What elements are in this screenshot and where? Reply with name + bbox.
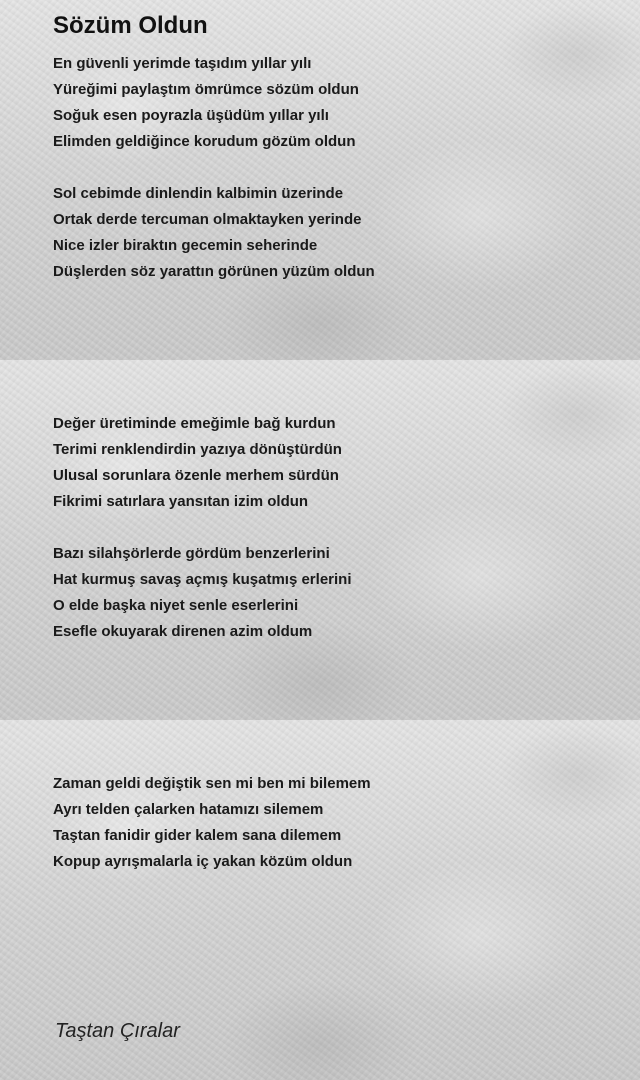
poem-line: Düşlerden söz yarattın görünen yüzüm oldun [53, 263, 375, 280]
stanza-3 [53, 411, 342, 515]
poem-line: Ayrı telden çalarken hatamızı silemem [53, 801, 324, 818]
poem-line: Soğuk esen poyrazla üşüdüm yıllar yılı [53, 107, 329, 124]
poem-card-1 [0, 0, 640, 360]
stanza-1 [53, 51, 359, 155]
poem-card-3 [0, 720, 640, 1080]
poem-line: Sol cebimde dinlendin kalbimin üzerinde [53, 185, 344, 202]
poem-author: Taştan Çıralar [55, 1020, 180, 1042]
stanza-4 [53, 541, 352, 645]
poem-line: O elde başka niyet senle eserlerini [53, 597, 299, 614]
poem-line: Nice izler biraktın gecemin seherinde [53, 237, 318, 254]
stanza-2 [53, 181, 375, 285]
poem-line: Değer üretiminde emeğimle bağ kurdun [53, 415, 336, 432]
poem-line: Taştan fanidir gider kalem sana dilemem [53, 827, 342, 844]
poem-line: Yüreğimi paylaştım ömrümce sözüm oldun [53, 81, 359, 98]
poem-line: Kopup ayrışmalarla iç yakan közüm oldun [53, 853, 353, 870]
stanza-5 [53, 771, 371, 875]
poem-line: Hat kurmuş savaş açmış kuşatmış erlerini [53, 571, 352, 588]
poem-line: Ortak derde tercuman olmaktayken yerinde [53, 211, 362, 228]
poem-card-2 [0, 360, 640, 720]
poem-line: Esefle okuyarak direnen azim oldum [53, 623, 313, 640]
poem-line: En güvenli yerimde taşıdım yıllar yılı [53, 55, 312, 72]
poem-line: Bazı silahşörlerde gördüm benzerlerini [53, 545, 330, 562]
poem-title: Sözüm Oldun [53, 12, 208, 39]
poem-line: Zaman geldi değiştik sen mi ben mi bilemem [53, 775, 371, 792]
poem-line: Fikrimi satırlara yansıtan izim oldun [53, 493, 309, 510]
poem-line: Elimden geldiğince korudum gözüm oldun [53, 133, 356, 150]
poem-line: Ulusal sorunlara özenle merhem sürdün [53, 467, 339, 484]
poem-line: Terimi renklendirdin yazıya dönüştürdün [53, 441, 342, 458]
